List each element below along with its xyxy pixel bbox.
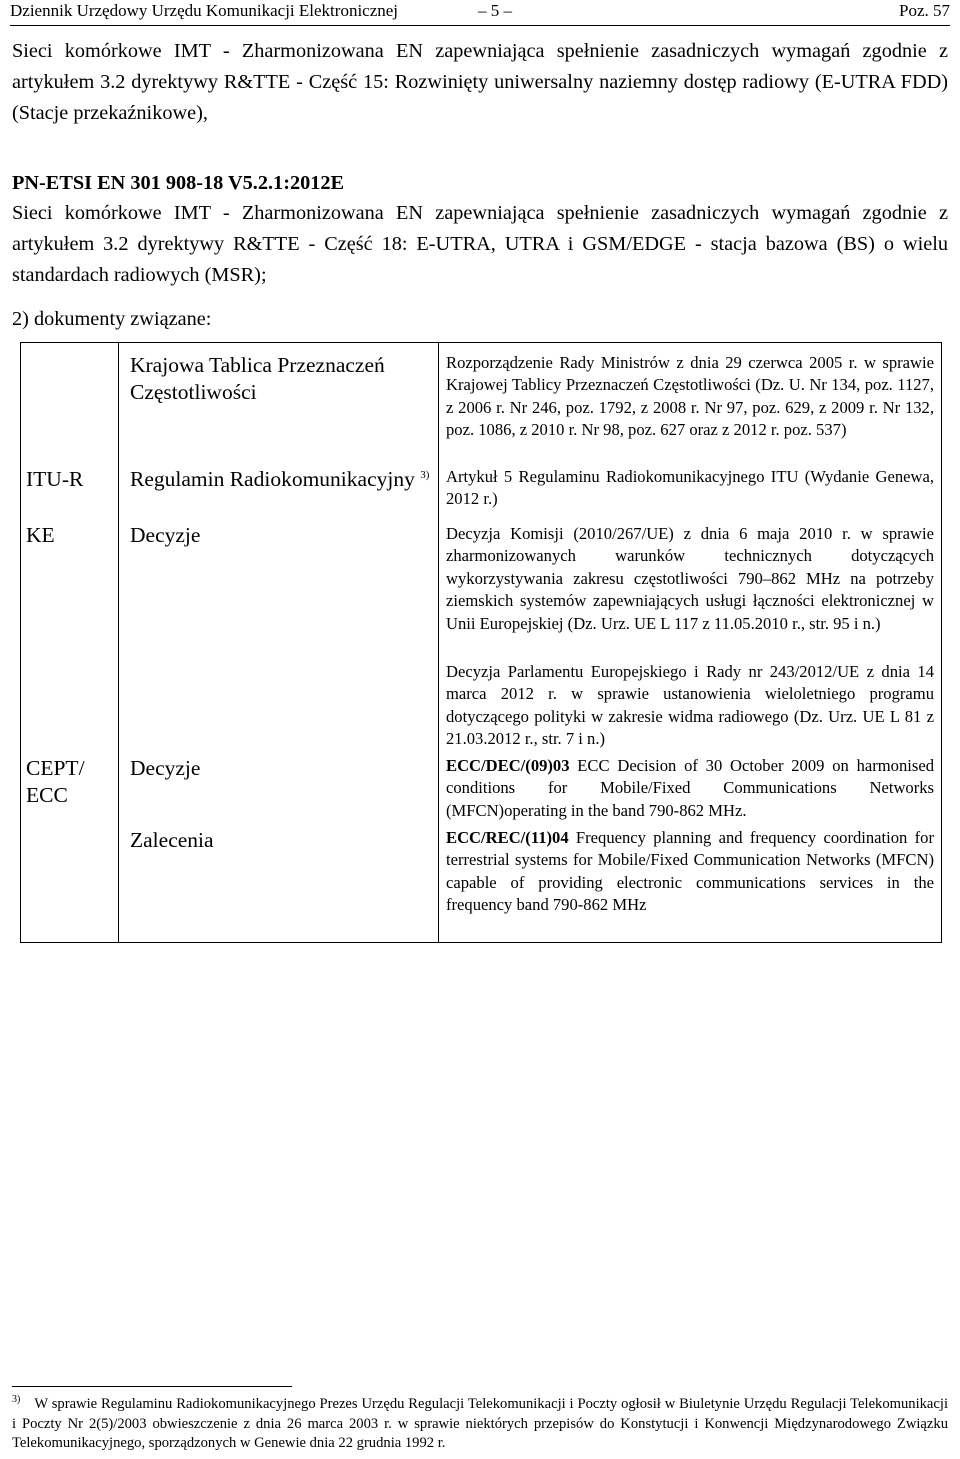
table-left-border [20, 342, 21, 942]
table-column-divider [118, 342, 119, 942]
organization: CEPT/ ECC [26, 756, 85, 807]
section-heading: 2) dokumenty związane: [12, 308, 212, 330]
document-type: Krajowa Tablica Przeznaczeń Częstotliwości [130, 353, 385, 404]
footnote-text: W sprawie Regulaminu Radiokomunikacyjnego Prezes Urzędu Regulacji Telekomunikacji i Poczty ogłosił w Biuletynie Urzędu Regulacji Telekomunikacji i Poczty Nr 2(5)/2003 obwieszczenie z dnia 26 marca 2003 r. w sprawie niektórych przepisów do Konstytucji i Konwencji Międzynarodowego Związku Telekomunikacyjnego, sporządzonych w Genewie dnia 22 grudnia 1992 r. [12, 1396, 948, 1451]
document-reference: Artykuł 5 Regulaminu Radiokomunikacyjnego ITU (Wydanie Genewa, 2012 r.) [446, 467, 934, 509]
footnote-separator [12, 1386, 292, 1387]
organization: KE [26, 523, 55, 547]
standard-identifier: PN-ETSI EN 301 908-18 V5.2.1:2012E [12, 172, 345, 194]
document-reference [446, 827, 934, 917]
table-bottom-border [20, 942, 942, 943]
recommendation-code: ECC/REC/(11)04 [446, 828, 569, 847]
document-reference: Rozporządzenie Rady Ministrów z dnia 29 czerwca 2005 r. w sprawie Krajowej Tablicy Przeznaczeń Częstotliwości (Dz. U. Nr 134, poz. 1127, z 2006 r. Nr 246, poz. 1792, z 2008 r. Nr 97, poz. 629, z 2009 r. Nr 132, poz. 1086, z 2010 r. Nr 98, poz. 627 oraz z 2012 r. poz. 537) [446, 353, 934, 440]
recommendation-title: Frequency planning and frequency coordination for terrestrial systems for Mobile/Fixed Communication Networks (MFCN) capable of providing electronic communications services in the frequency band 790-862 MHz [446, 828, 934, 915]
footnote-reference: 3) [420, 468, 430, 481]
footnote-marker: 3) [12, 1394, 21, 1406]
journal-title: Dziennik Urzędowy Urzędu Komunikacji Elektronicznej [10, 1, 399, 20]
document-reference: Decyzja Parlamentu Europejskiego i Rady nr 243/2012/UE z dnia 14 marca 2012 r. w sprawie ustanowienia wieloletniego programu dotyczącego polityki w zakresie widma radiowego (Dz. Urz. UE L 81 z 21.03.2012 r., str. 7 i n.) [446, 662, 934, 749]
decision-title: ECC Decision of 30 October 2009 on harmonised conditions for Mobile/Fixed Communications Networks (MFCN)operating in the band 790-862 MHz. [446, 756, 934, 820]
page-number: – 5 – [478, 1, 512, 20]
table-column-divider [438, 342, 439, 942]
page-header [10, 0, 950, 26]
document-reference: Decyzja Komisji (2010/267/UE) z dnia 6 maja 2010 r. w sprawie zharmonizowanych warunków technicznych dotyczących wykorzystywania zakresu częstotliwości 790–862 MHz na potrzeby ziemskich systemów zapewniających usługi łączności elektronicznej w Unii Europejskiej (Dz. Urz. UE L 117 z 11.05.2010 r., str. 95 i n.) [446, 524, 934, 633]
decision-code: ECC/DEC/(09)03 [446, 756, 570, 775]
document-type [130, 466, 430, 493]
table-right-border [941, 342, 942, 942]
standard-description-1: Sieci komórkowe IMT - Zharmonizowana EN zapewniająca spełnienie zasadniczych wymagań zgodnie z artykułem 3.2 dyrektywy R&TTE - Część 15: Rozwinięty uniwersalny naziemny dostęp radiowy (E-UTRA FDD) (Stacje przekaźnikowe), [12, 40, 948, 124]
table-top-border [20, 342, 942, 343]
document-type: Zalecenia [130, 828, 214, 852]
related-documents-table [20, 342, 942, 942]
footnote [12, 1395, 948, 1454]
standard-description-2: Sieci komórkowe IMT - Zharmonizowana EN zapewniająca spełnienie zasadniczych wymagań zgodnie z artykułem 3.2 dyrektywy R&TTE - Część 18: E-UTRA, UTRA i GSM/EDGE - stacja bazowa (BS) o wielu standardach radiowych (MSR); [12, 202, 948, 286]
document-type-label: Regulamin Radiokomunikacyjny [130, 467, 415, 491]
organization: ITU-R [26, 467, 84, 491]
document-type: Decyzje [130, 523, 201, 547]
position-number: Poz. 57 [899, 1, 950, 20]
document-reference [446, 755, 934, 822]
document-type: Decyzje [130, 756, 201, 780]
